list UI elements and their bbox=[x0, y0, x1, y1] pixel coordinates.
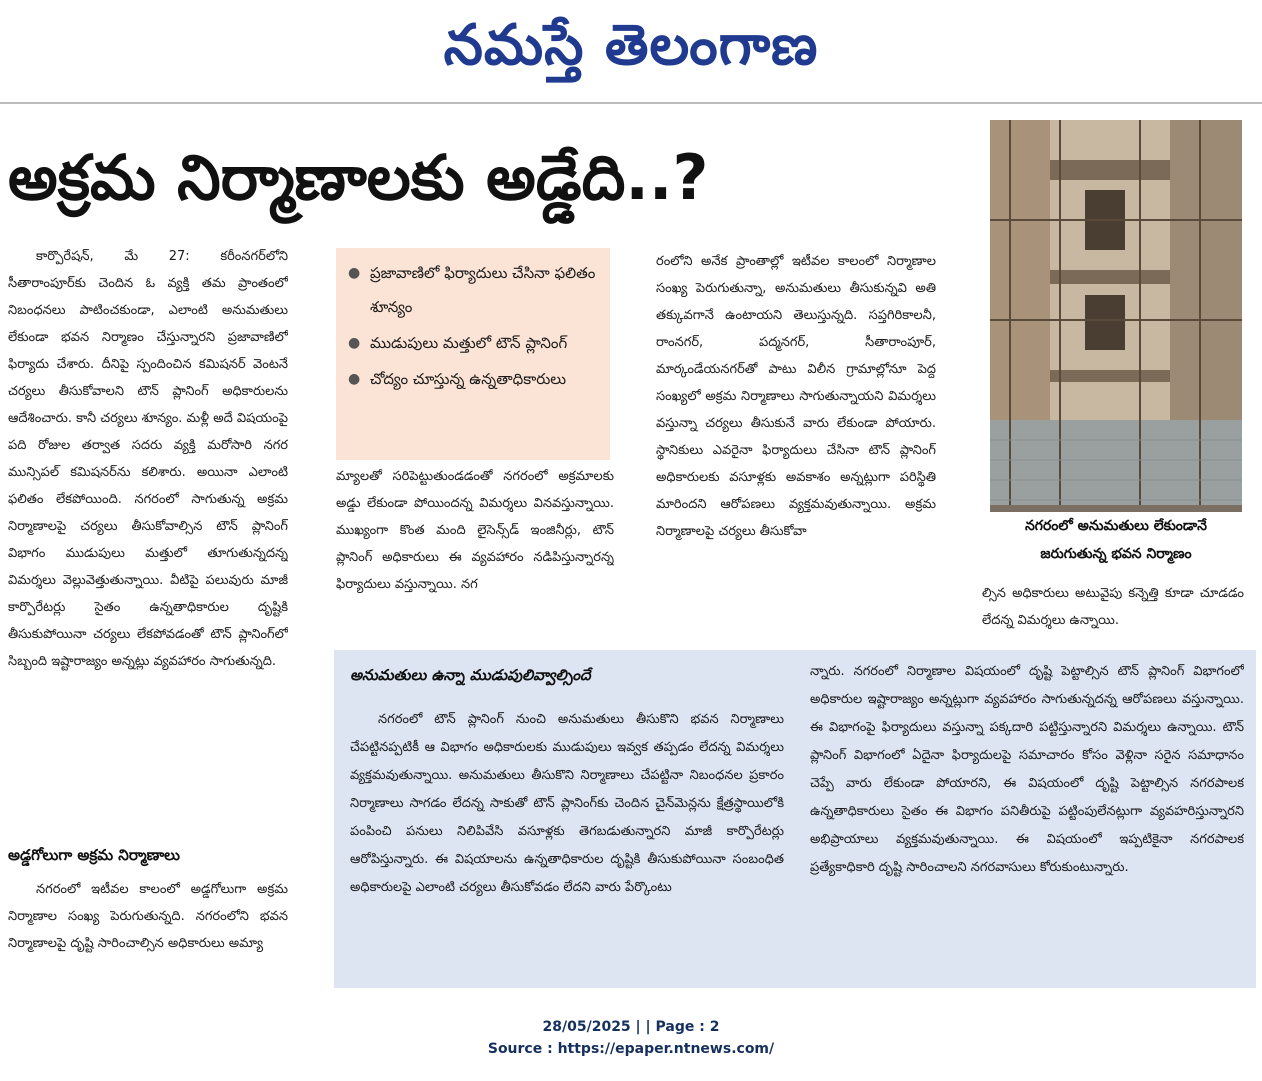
highlight-text: ముడుపులు మత్తులో టౌన్ ప్లానింగ్ bbox=[370, 334, 568, 352]
bullet-icon: ● bbox=[348, 371, 361, 387]
article-headline: అక్రమ నిర్మాణాలకు అడ్డేది..? bbox=[8, 141, 709, 214]
column-4-text: ల్సిన అధికారులు అటువైపు కన్నెత్తి కూడా చూడడం లేదన్న విమర్శలు ఉన్నాయి. bbox=[982, 586, 1244, 628]
photo-caption bbox=[990, 512, 1242, 568]
building-illustration bbox=[990, 120, 1242, 512]
footer-date-page: 28/05/2025 | | Page : 2 bbox=[542, 1019, 720, 1035]
article-column-1b bbox=[8, 876, 288, 1006]
footer-source: Source : https://epaper.ntnews.com/ bbox=[487, 1041, 775, 1057]
bullet-icon: ● bbox=[348, 265, 361, 281]
article-column-1 bbox=[8, 243, 288, 833]
highlight-text: చోద్యం చూస్తున్న ఉన్నతాధికారులు bbox=[370, 370, 567, 388]
sidebar-story-text-1: నగరంలో టౌన్ ప్లానింగ్ నుంచి అనుమతులు తీసుకొని భవన నిర్మాణాలు చేపట్టినప్పటికీ ఆ విభాగం అధికారులకు ముడుపులు ఇవ్వక తప్పడం లేదన్న విమర్శలు వ్యక్తమవుతున్నాయి. అనుమతులు తీసుకొని నిర్మాణాలు చేపట్టినా నిబంధనల ప్రకారం నిర్మాణాలు సాగడం లేదన్న సాకుతో టౌన్ ప్లానింగ్‌కు చెందిన చైన్‌మెన్లను క్షేత్రస్థాయిలోకి పంపించి పనులు నిలిపివేసి వసూళ్లకు తెగబడుతున్నారని మాజీ కార్పొరేటర్లు ఆరోపిస్తున్నారు. ఈ విషయాలను ఉన్నతాధికారుల దృష్టికి తీసుకుపోయినా సంబంధిత అధికారులపై ఎలాంటి చర్యలు తీసుకోవడం లేదని వారు పేర్కొంటు bbox=[350, 712, 784, 895]
sidebar-story-column-2 bbox=[810, 658, 1244, 982]
article-subheading: అడ్డగోలుగా అక్రమ నిర్మాణాలు bbox=[8, 846, 180, 864]
sidebar-story-heading: అనుమతులు ఉన్నా ముడుపులివ్వాల్సిందే bbox=[350, 666, 591, 684]
construction-photo bbox=[990, 120, 1242, 512]
highlight-item bbox=[348, 256, 600, 324]
column-2-text: మ్యాలతో సరిపెట్టుతుండడంతో నగరంలో అక్రమాలకు అడ్డు లేకుండా పోయిందన్న విమర్శలు వినవస్తున్నాయి. ముఖ్యంగా కొంత మంది లైసెన్స్‌డ్ ఇంజినీర్లు, టౌన్ ప్లానింగ్ అధికారులు ఈ వ్యవహారం నడిపిస్తున్నారన్న ఫిర్యాదులు వస్తున్నాయి. నగ bbox=[336, 469, 614, 592]
column-3-text: రంలోని అనేక ప్రాంతాల్లో ఇటీవల కాలంలో నిర్మాణాల సంఖ్య పెరుగుతున్నా, అనుమతులు తీసుకున్నవి అతి తక్కువగానే ఉంటాయని తెలుస్తున్నది. సప్తగిరికాలనీ, రాంనగర్, పద్మనగర్, సీతారాంపూర్, మార్కండేయనగర్‌తో పాటు విలీన గ్రామాల్లోనూ పెద్ద సంఖ్యలో అక్రమ నిర్మాణాలు సాగుతున్నాయని విమర్శలు వస్తున్నా చర్యలు తీసుకునే వారు లేకుండా పోయారు. స్థానికులు ఎవరైనా ఫిర్యాదులు చేసినా టౌన్ ప్లానింగ్ అధికారులకు వసూళ్లకు అవకాశం అన్నట్లుగా పరిస్థితి మారిందని ఆరోపణలు వ్యక్తమవుతున్నాయి. అక్రమ నిర్మాణాలపై చర్యలు తీసుకోవా bbox=[656, 254, 936, 539]
page-footer bbox=[0, 1016, 1262, 1060]
article-column-4 bbox=[982, 580, 1244, 640]
highlights-box bbox=[336, 248, 610, 460]
sidebar-story-column-1 bbox=[350, 706, 784, 982]
sidebar-story-box bbox=[334, 650, 1256, 988]
highlight-text: ప్రజావాణిలో ఫిర్యాదులు చేసినా ఫలితం శూన్యం bbox=[370, 264, 596, 316]
article-column-3 bbox=[656, 248, 936, 638]
newspaper-logo: నమస్తే తెలంగాణ bbox=[443, 13, 819, 78]
bullet-icon: ● bbox=[348, 335, 361, 351]
article-column-2 bbox=[336, 463, 614, 635]
column-1b-text: నగరంలో ఇటీవల కాలంలో అడ్డగోలుగా అక్రమ నిర్మాణాల సంఖ్య పెరుగుతున్నది. నగరంలోని భవన నిర్మాణాలపై దృష్టి సారించాల్సిన అధికారులు అమ్యా bbox=[8, 882, 288, 951]
column-1-text: కార్పొరేషన్, మే 27: కరీంనగర్‌లోని సీతారాంపూర్‌కు చెందిన ఓ వ్యక్తి తమ ప్రాంతంలో నిబంధనలు పాటించకుండా, ఎలాంటి అనుమతులు లేకుండా భవన నిర్మాణం చేస్తున్నారని ప్రజావాణిలో ఫిర్యాదు చేశారు. దీనిపై స్పందించిన కమిషనర్ వెంటనే చర్యలు తీసుకోవాలని టౌన్ ప్లానింగ్ అధికారులను ఆదేశించారు. కానీ చర్యలు శూన్యం. మళ్లీ అదే విషయంపై పది రోజుల తర్వాత సదరు వ్యక్తి మరోసారి నగర మున్సిపల్ కమిషనర్‌ను కలిశారు. అయినా ఎలాంటి ఫలితం లేకపోయింది. నగరంలో సాగుతున్న అక్రమ నిర్మాణాలపై చర్యలు తీసుకోవాల్సిన టౌన్ ప్లానింగ్ విభాగం ముడుపులు మత్తులో తూగుతున్నదన్న విమర్శలు వెల్లువెత్తుతున్నాయి. వీటిపై పలువురు మాజీ కార్పొరేటర్లు సైతం ఉన్నతాధికారుల దృష్టికి తీసుకుపోయినా చర్యలు లేకపోవడంతో టౌన్ ప్లానింగ్‌లో సిబ్బంది ఇష్టారాజ్యం అన్నట్లు వ్యవహారం సాగుతున్నది. bbox=[8, 249, 288, 669]
caption-line-1: నగరంలో అనుమతులు లేకుండానే bbox=[1024, 518, 1208, 534]
highlight-item bbox=[348, 326, 600, 360]
masthead bbox=[0, 0, 1262, 100]
sidebar-story-text-2: న్నారు. నగరంలో నిర్మాణాల విషయంలో దృష్టి పెట్టాల్సిన టౌన్ ప్లానింగ్ విభాగంలో అధికారుల ఇష్టారాజ్యం అన్నట్లుగా వ్యవహారం సాగుతున్నదన్న ఆరోపణలు వస్తున్నాయి. ఈ విభాగంపై ఫిర్యాదులు వస్తున్నా పక్కదారి పట్టిస్తున్నారని విమర్శలు ఉన్నాయి. టౌన్ ప్లానింగ్ విభాగంలో ఏదైనా ఫిర్యాదులపై సమాచారం కోసం వెళ్లినా సరైన సమాధానం చెప్పే వారు లేకుండా పోయారని, ఈ విషయంలో దృష్టి పెట్టాల్సిన నగరపాలక ఉన్నతాధికారులు సైతం ఈ విభాగం పనితీరుపై పట్టింపులేనట్లుగా వ్యవహరిస్తున్నారని అభిప్రాయాలు వ్యక్తమవుతున్నాయి. ఈ విషయంలో ఇప్పటికైనా నగరపాలక ప్రత్యేకాధికారి దృష్టి సారించాలని నగరవాసులు కోరుకుంటున్నారు. bbox=[810, 664, 1244, 875]
caption-line-2: జరుగుతున్న భవన నిర్మాణం bbox=[1040, 546, 1192, 562]
masthead-divider bbox=[0, 102, 1262, 104]
highlight-item bbox=[348, 362, 600, 396]
